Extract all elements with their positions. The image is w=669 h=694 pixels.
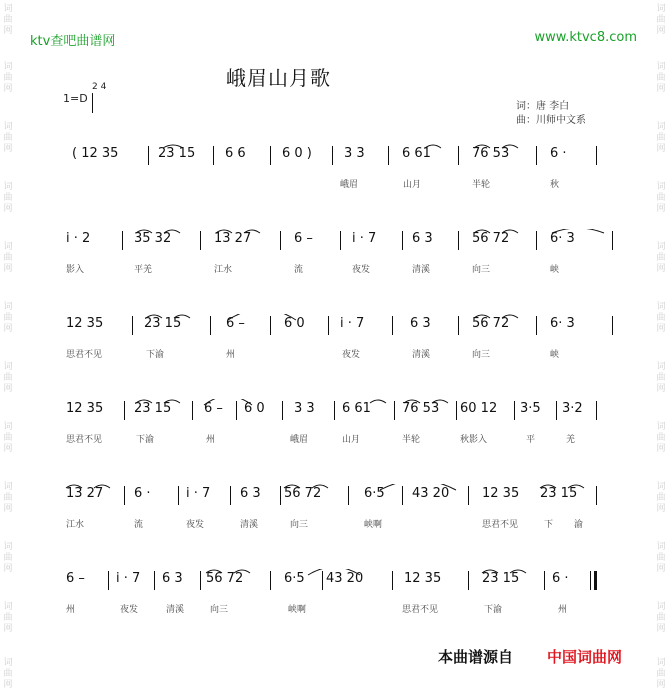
row-6-lyric-4: 向三 bbox=[210, 605, 229, 615]
row-5-lyric-4: 清溪 bbox=[240, 520, 259, 530]
row-3-bar-3 bbox=[270, 316, 271, 335]
row-6-lyric-2: 夜发 bbox=[120, 605, 139, 615]
row-3-note-7: 56 72 bbox=[472, 316, 510, 331]
watermark-right-6: 词曲网 bbox=[656, 302, 666, 334]
row-2-lyric-6: 清溪 bbox=[412, 265, 431, 275]
row-6-bar-5 bbox=[322, 571, 323, 590]
row-3-lyric-6: 向三 bbox=[472, 350, 491, 360]
row-5-lyric-5: 向三 bbox=[290, 520, 309, 530]
row-4-bar-2 bbox=[192, 401, 193, 420]
row-2-bar-7 bbox=[536, 231, 537, 250]
row-4-lyric-8: 平 bbox=[526, 435, 536, 445]
row-6-note-1: 6 – bbox=[66, 571, 85, 586]
row-4-bar-10 bbox=[596, 401, 597, 420]
row-6-note-5: 6·5 bbox=[284, 571, 305, 586]
row-4-note-3: 6 – bbox=[204, 401, 223, 416]
row-6-lyric-8: 州 bbox=[558, 605, 568, 615]
row-6-bar-7 bbox=[468, 571, 469, 590]
row-4-note-9: 3·5 bbox=[520, 401, 541, 416]
site-url-right[interactable]: www.ktvc8.com bbox=[534, 30, 637, 45]
row-2-bar-8 bbox=[612, 231, 613, 250]
row-2-lyric-7: 向三 bbox=[472, 265, 491, 275]
row-4-bar-4 bbox=[282, 401, 283, 420]
row-2-note-8: 6· 3 bbox=[550, 231, 575, 246]
composer-credit: 曲：川师中文系 bbox=[516, 115, 586, 126]
row-1-bar-1 bbox=[148, 146, 149, 165]
score-row-5 bbox=[0, 484, 669, 544]
row-4-bar-6 bbox=[394, 401, 395, 420]
row-3-lyric-3: 州 bbox=[226, 350, 236, 360]
row-5-lyric-7: 思君不见 bbox=[482, 520, 519, 530]
row-6-note-9: 6 · bbox=[552, 571, 569, 586]
row-5-note-6: 6·5 bbox=[364, 486, 385, 501]
row-6-note-8: 23 15 bbox=[482, 571, 520, 586]
row-1-note-2: 23 15 bbox=[158, 146, 196, 161]
watermark-left-4: 词曲网 bbox=[3, 182, 13, 214]
row-3-bar-5 bbox=[392, 316, 393, 335]
row-1-bar-2 bbox=[213, 146, 214, 165]
row-3-note-2: 23 15 bbox=[144, 316, 182, 331]
score-row-2 bbox=[0, 229, 669, 289]
row-1-bar-5 bbox=[388, 146, 389, 165]
row-5-bar-4 bbox=[280, 486, 281, 505]
row-6-lyric-5: 峡啊 bbox=[288, 605, 307, 615]
watermark-right-8: 词曲网 bbox=[656, 422, 666, 454]
score-row-3 bbox=[0, 314, 669, 374]
row-6-end-bar-thick bbox=[594, 571, 597, 590]
row-1-note-1: ( 12 35 bbox=[72, 146, 119, 161]
watermark-right-1: 词曲网 bbox=[656, 4, 666, 36]
watermark-left-6: 词曲网 bbox=[3, 302, 13, 334]
time-signature-top: 2 bbox=[92, 82, 98, 92]
watermark-right-12: 词曲网 bbox=[656, 658, 666, 690]
row-1-lyric-1: 峨眉 bbox=[340, 180, 359, 190]
watermark-right-4: 词曲网 bbox=[656, 182, 666, 214]
watermark-left-2: 词曲网 bbox=[3, 62, 13, 94]
row-6-note-7: 12 35 bbox=[404, 571, 442, 586]
row-5-lyric-8: 下 bbox=[544, 520, 554, 530]
row-5-note-3: i · 7 bbox=[186, 486, 211, 501]
row-6-lyric-1: 州 bbox=[66, 605, 76, 615]
row-4-note-10: 3·2 bbox=[562, 401, 583, 416]
row-3-note-6: 6 3 bbox=[410, 316, 431, 331]
row-2-lyric-1: 影入 bbox=[66, 265, 85, 275]
row-2-note-1: i · 2 bbox=[66, 231, 91, 246]
row-2-bar-5 bbox=[402, 231, 403, 250]
row-5-note-7: 43 20 bbox=[412, 486, 450, 501]
footer-source-site-link[interactable]: 中国词曲网 bbox=[547, 648, 623, 666]
row-3-lyric-1: 思君不见 bbox=[66, 350, 103, 360]
row-5-lyric-6: 峡啊 bbox=[364, 520, 383, 530]
row-2-lyric-3: 江水 bbox=[214, 265, 233, 275]
row-4-bar-1 bbox=[124, 401, 125, 420]
watermark-left-5: 词曲网 bbox=[3, 242, 13, 274]
row-2-note-6: 6 3 bbox=[412, 231, 433, 246]
row-3-bar-6 bbox=[458, 316, 459, 335]
lyricist-credit: 词：唐 李白 bbox=[516, 101, 570, 112]
row-6-note-3: 6 3 bbox=[162, 571, 183, 586]
watermark-left-8: 词曲网 bbox=[3, 422, 13, 454]
row-5-lyric-9: 渝 bbox=[574, 520, 584, 530]
row-5-bar-2 bbox=[178, 486, 179, 505]
row-5-lyric-2: 流 bbox=[134, 520, 144, 530]
row-2-bar-3 bbox=[280, 231, 281, 250]
row-4-bar-3 bbox=[236, 401, 237, 420]
row-4-bar-7 bbox=[456, 401, 457, 420]
row-2-note-7: 56 72 bbox=[472, 231, 510, 246]
row-3-bar-4 bbox=[328, 316, 329, 335]
row-1-lyric-3: 半轮 bbox=[472, 180, 491, 190]
row-4-note-7: 76 53 bbox=[402, 401, 440, 416]
row-6-note-6: 43 20 bbox=[326, 571, 364, 586]
row-6-bar-4 bbox=[270, 571, 271, 590]
row-5-bar-5 bbox=[348, 486, 349, 505]
watermark-right-9: 词曲网 bbox=[656, 482, 666, 514]
time-signature-bottom: 4 bbox=[100, 82, 107, 92]
row-2-note-5: i · 7 bbox=[352, 231, 377, 246]
time-signature bbox=[92, 82, 106, 92]
row-4-note-6: 6 61 bbox=[342, 401, 371, 416]
key-signature: 1=D bbox=[63, 92, 88, 105]
row-3-lyric-5: 清溪 bbox=[412, 350, 431, 360]
watermark-right-11: 词曲网 bbox=[656, 602, 666, 634]
row-6-bar-8 bbox=[544, 571, 545, 590]
row-1-bar-8 bbox=[596, 146, 597, 165]
row-6-bar-1 bbox=[108, 571, 109, 590]
row-4-bar-8 bbox=[514, 401, 515, 420]
row-2-bar-6 bbox=[458, 231, 459, 250]
row-5-note-5: 56 72 bbox=[284, 486, 322, 501]
row-4-note-5: 3 3 bbox=[294, 401, 315, 416]
time-signature-line bbox=[92, 93, 93, 113]
row-2-note-4: 6 – bbox=[294, 231, 313, 246]
watermark-left-9: 词曲网 bbox=[3, 482, 13, 514]
row-5-bar-1 bbox=[124, 486, 125, 505]
row-4-lyric-5: 山月 bbox=[342, 435, 361, 445]
row-5-bar-7 bbox=[468, 486, 469, 505]
watermark-left-10: 词曲网 bbox=[3, 542, 13, 574]
footer-source-label: 本曲谱源自 bbox=[438, 648, 514, 666]
row-5-note-1: 13 27 bbox=[66, 486, 104, 501]
score-row-6 bbox=[0, 569, 669, 629]
watermark-left-11: 词曲网 bbox=[3, 602, 13, 634]
watermark-right-5: 词曲网 bbox=[656, 242, 666, 274]
watermark-left-1: 词曲网 bbox=[3, 4, 13, 36]
watermark-right-10: 词曲网 bbox=[656, 542, 666, 574]
row-4-lyric-7: 秋影入 bbox=[460, 435, 488, 445]
row-6-lyric-3: 清溪 bbox=[166, 605, 185, 615]
row-3-note-4: 6 0 bbox=[284, 316, 305, 331]
row-6-bar-6 bbox=[392, 571, 393, 590]
row-1-bar-3 bbox=[270, 146, 271, 165]
row-3-bar-8 bbox=[612, 316, 613, 335]
score-row-1 bbox=[0, 144, 669, 204]
row-3-note-5: i · 7 bbox=[340, 316, 365, 331]
row-1-note-8: 6 · bbox=[550, 146, 567, 161]
row-1-note-5: 3 3 bbox=[344, 146, 365, 161]
row-6-note-2: i · 7 bbox=[116, 571, 141, 586]
row-1-bar-6 bbox=[458, 146, 459, 165]
row-6-lyric-7: 下渝 bbox=[484, 605, 503, 615]
watermark-right-2: 词曲网 bbox=[656, 62, 666, 94]
row-2-note-2: 35 32 bbox=[134, 231, 172, 246]
row-2-lyric-5: 夜发 bbox=[352, 265, 371, 275]
row-6-lyric-6: 思君不见 bbox=[402, 605, 439, 615]
row-2-lyric-4: 流 bbox=[294, 265, 304, 275]
site-name-left[interactable]: ktv查吧曲谱网 bbox=[30, 34, 116, 49]
row-5-bar-3 bbox=[230, 486, 231, 505]
row-1-note-7: 76 53 bbox=[472, 146, 510, 161]
row-4-note-8: 60 12 bbox=[460, 401, 498, 416]
watermark-left-3: 词曲网 bbox=[3, 122, 13, 154]
row-5-bar-8 bbox=[596, 486, 597, 505]
row-4-lyric-2: 下渝 bbox=[136, 435, 155, 445]
score-row-4 bbox=[0, 399, 669, 459]
row-4-lyric-9: 羌 bbox=[566, 435, 576, 445]
row-1-lyric-4: 秋 bbox=[550, 180, 560, 190]
row-2-bar-1 bbox=[122, 231, 123, 250]
watermark-right-7: 词曲网 bbox=[656, 362, 666, 394]
row-3-lyric-2: 下渝 bbox=[146, 350, 165, 360]
row-1-note-4: 6 0 ) bbox=[282, 146, 312, 161]
row-2-bar-2 bbox=[200, 231, 201, 250]
watermark-left-12: 词曲网 bbox=[3, 658, 13, 690]
row-5-note-2: 6 · bbox=[134, 486, 151, 501]
row-3-lyric-7: 峡 bbox=[550, 350, 560, 360]
row-4-note-4: 6 0 bbox=[244, 401, 265, 416]
row-1-note-6: 6 61 bbox=[402, 146, 431, 161]
row-3-note-3: 6 – bbox=[226, 316, 245, 331]
row-6-bar-3 bbox=[200, 571, 201, 590]
row-4-bar-9 bbox=[556, 401, 557, 420]
row-2-lyric-2: 平羌 bbox=[134, 265, 153, 275]
row-5-note-4: 6 3 bbox=[240, 486, 261, 501]
row-5-lyric-1: 江水 bbox=[66, 520, 85, 530]
row-5-bar-6 bbox=[402, 486, 403, 505]
row-5-note-9: 23 15 bbox=[540, 486, 578, 501]
row-6-note-4: 56 72 bbox=[206, 571, 244, 586]
row-4-note-1: 12 35 bbox=[66, 401, 104, 416]
row-6-end-bar-thin bbox=[590, 571, 591, 590]
watermark-right-3: 词曲网 bbox=[656, 122, 666, 154]
row-6-bar-2 bbox=[154, 571, 155, 590]
watermark-left-7: 词曲网 bbox=[3, 362, 13, 394]
row-3-bar-1 bbox=[132, 316, 133, 335]
row-4-lyric-4: 峨眉 bbox=[290, 435, 309, 445]
row-3-lyric-4: 夜发 bbox=[342, 350, 361, 360]
row-2-bar-4 bbox=[340, 231, 341, 250]
song-title: 峨眉山月歌 bbox=[226, 66, 331, 90]
row-1-bar-4 bbox=[332, 146, 333, 165]
row-4-bar-5 bbox=[334, 401, 335, 420]
row-3-note-1: 12 35 bbox=[66, 316, 104, 331]
row-1-lyric-2: 山月 bbox=[403, 180, 422, 190]
row-4-lyric-1: 思君不见 bbox=[66, 435, 103, 445]
row-4-lyric-6: 半轮 bbox=[402, 435, 421, 445]
row-2-note-3: 13 27 bbox=[214, 231, 252, 246]
row-5-note-8: 12 35 bbox=[482, 486, 520, 501]
row-2-lyric-8: 峡 bbox=[550, 265, 560, 275]
row-3-bar-2 bbox=[210, 316, 211, 335]
row-3-bar-7 bbox=[536, 316, 537, 335]
row-1-note-3: 6 6 bbox=[225, 146, 246, 161]
row-3-note-8: 6· 3 bbox=[550, 316, 575, 331]
row-1-bar-7 bbox=[536, 146, 537, 165]
row-4-note-2: 23 15 bbox=[134, 401, 172, 416]
row-5-lyric-3: 夜发 bbox=[186, 520, 205, 530]
row-4-lyric-3: 州 bbox=[206, 435, 216, 445]
